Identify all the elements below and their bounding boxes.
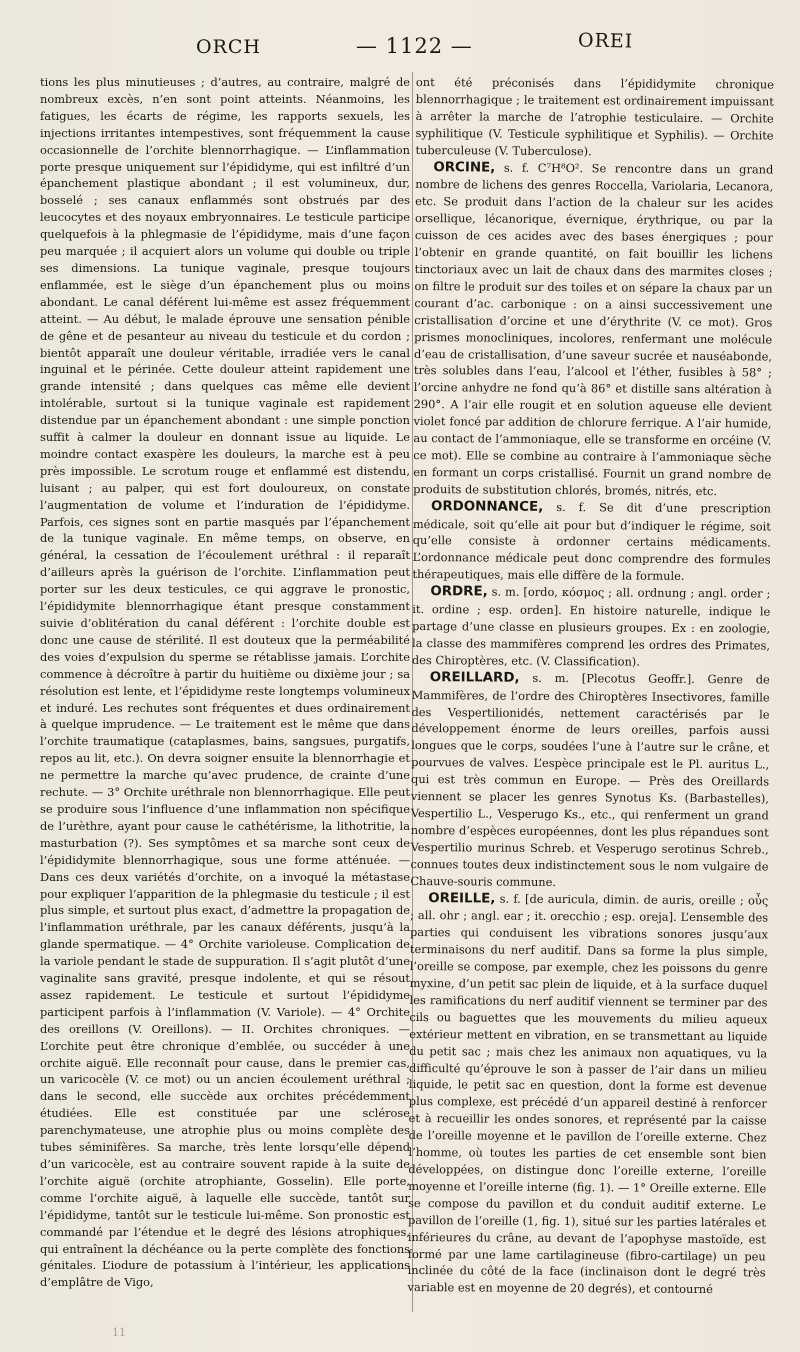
definition-ordonnance: s. f. Se dit d’une prescription médicale, soit qu’elle ait pour but d’indiquer le régime, soit qu’elle consiste à ordonner certains médicaments. L’ordonnance médicale peut donc comprendre des formules thérapeutiques, mais elle diffère de la formule. (412, 499, 772, 584)
definition-oreille: s. f. [de auricula, dimin. de auris, oreille ; οὖς ; all. ohr ; angl. ear ; it. orecchio ; esp. oreja]. L’ensemble des parties qui conduisent les vibrations sonores jusqu’aux terminaisons du nerf auditif. Dans sa forme la plus simple, l’oreille se compose, par exemple, chez les poissons du genre myxine, d’un petit sac plein de liquide, et à la surface duquel les ramifications du nerf auditif viennent se terminer par des cils ou baguettes que les mouvements du milieu aqueux extérieur mettent en vibration, en se transmettant au liquide du petit sac ; mais chez les animaux non aquatiques, vu la difficulté qu’éprouve le son à passer de l’air dans un milieu liquide, le petit sac en question, dont la forme est devenue plus complexe, est précédé d’un appareil destiné à renforcer et à recueillir les ondes sonores, et représenté par la caisse de l’oreille moyenne et le pavillon de l’oreille externe. Chez l’homme, où toutes les parties de cet ensemble sont bien développées, on distingue donc l’oreille externe, l’oreille moyenne et l’oreille interne (fig. 1). — 1° Oreille externe. Elle se compose du pavillon et du conduit auditif externe. Le pavillon de l’oreille (1, fig. 1), situé sur les parties latérales et inférieures du crâne, au devant de l’apophyse mastoïde, est formé par une lame cartilagineuse (fibro-cartilage) un peu inclinée du côté de la face (inclinaison dont le degré très variable est en moyenne de 20 degrés), et contourné (407, 891, 769, 1297)
header-left-guideword: ORCH (196, 36, 261, 58)
footer-page-mark: 11 (112, 1326, 126, 1339)
entry-ordre (412, 583, 771, 671)
definition-oreillard: s. m. [Plecotus Geoffr.]. Genre de Mammifères, de l’ordre des Chiroptères Insectivores, famille des Vespertilionidés, nettement caractérisés par le développement énorme de leurs oreilles, parfois aussi longues que le corps, soudées l’une à l’autre sur le crâne, et pourvues de valves. L’espèce principale est le Pl. auritus L., qui est très commun en Europe. — Près des Oreillards viennent se placer les genres Synotus Ks. (Barbastelles), Vespertilio L., Vesperugo Ks., etc., qui renferment un grand nombre d’espèces européennes, dont les plus répandues sont Vespertilio murinus Schreb. et Vesperugo serotinus Schreb., connues toutes deux indistinctement sous le nom vulgaire de Chauve-souris commune. (410, 670, 770, 889)
header-right-guideword: OREI (577, 29, 634, 53)
headword-oreille: OREILLE, (428, 890, 496, 907)
page-number: — 1122 — (356, 34, 473, 58)
headword-orcine: ORCINE, (433, 159, 496, 176)
running-header (0, 28, 800, 68)
left-column-text: tions les plus minutieuses ; d’autres, au contraire, malgré de nombreux excès, n’en sont point atteints. Néanmoins, les fatigues, les écarts de régime, les rapports sexuels, les injections irritantes intempestives, sont fréquemment la cause occasionnelle de l’orchite blennorrhagique. — L’inflammation porte presque uniquement sur l’épididyme, qui est infiltré d’un épanchement plastique abondant ; il est volumineux, dur, bosselé ; ses canaux enflammés sont obstrués par des leucocytes et des noyaux embryonnaires. Le testicule participe quelquefois à la phlegmasie de l’épididyme, mais d’une façon peu marquée ; il acquiert alors un volume qui double ou triple ses dimensions. La tunique vaginale, presque toujours enflammée, est le siège d’un épanchement plus ou moins abondant. Le canal déférent lui-même est assez fréquemment atteint. — Au début, le malade éprouve une sensation pénible de gêne et de pesanteur au niveau du testicule et du cordon ; bientôt apparaît une douleur véritable, irradiée vers le canal inguinal et le périnée. Cette douleur atteint rapidement une grande intensité ; dans quelques cas même elle devient intolérable, surtout si la tunique vaginale est rapidement distendue par un épanchement abondant : une simple ponction suffit à calmer la douleur en donnant issue au liquide. Le moindre contact exaspère les douleurs, la marche est à peu près impossible. Le scrotum rouge et enflammé est distendu, luisant ; au palper, qui est fort douloureux, on constate l’augmentation de volume et l’induration de l’épididyme. Parfois, ces signes sont en partie masqués par l’épanchement de la tunique vaginale. En même temps, on observe, en général, la cessation de l’écoulement uréthral : il reparaît d’ailleurs après la guérison de l’orchite. L’inflammation peut porter sur les deux testicules, ce qui aggrave le pronostic, l’épididymite blennorrhagique étant presque constamment suivie d’oblitération du canal déférent : l’orchite double est donc une cause de stérilité. Il est douteux que la perméabilité des voies d’expulsion du sperme se rétablisse jamais. L’orchite commence à décroître à partir du huitième ou dixième jour ; sa résolution est lente, et l’épididyme reste longtemps volumineux et induré. Les rechutes sont fréquentes et dues ordinairement à quelque imprudence. — Le traitement est le même que dans l’orchite traumatique (cataplasmes, bains, sangsues, purgatifs, repos au lit, etc.). On devra soigner ensuite la blennorrhagie et ne permettre la marche qu’avec prudence, de crainte d’une rechute. — 3° Orchite uréthrale non blennorrhagique. Elle peut se produire sous l’influence d’une inflammation non spécifique de l’urèthre, ayant pour cause le cathétérisme, la lithotritie, la masturbation (?). Ses symptômes et sa marche sont ceux de l’épididymite blennorrhagique, sous une forme atténuée. — Dans ces deux variétés d’orchite, on a invoqué la métastase pour expliquer l’apparition de la phlegmasie du testicule ; il est plus simple, et surtout plus exact, d’admettre la propagation de l’inflammation uréthrale, par les canaux déférents, jusqu’à la glande spermatique. — 4° Orchite varioleuse. Complication de la variole pendant le stade de suppuration. Il s’agit plutôt d’une vaginalite sans gravité, presque indolente, et qui se résout assez rapidement. Le testicule et surtout l’épididyme participent parfois à l’inflammation (V. Variole). — 4° Orchite des oreillons (V. Oreillons). — II. Orchites chroniques. — L’orchite peut être chronique d’emblée, ou succéder à une orchite aiguë. Elle reconnaît pour cause, dans le premier cas, un varicocèle (V. ce mot) ou un ancien écoulement uréthral ; dans le second, elle succède aux orchites précédemment étudiées. Elle est constituée par une sclérose parenchymateuse, une atrophie plus ou moins complète des tubes séminifères. Sa marche, très lente lorsqu’elle dépend d’un varicocèle, est au contraire souvent rapide à la suite de l’orchite aiguë (orchite atrophiante, Gosselin). Elle porte, comme l’orchite aiguë, à laquelle elle succède, tantôt sur l’épididyme, tantôt sur le testicule lui-même. Son pronostic est commandé par l’étendue et le degré des lésions atrophiques, qui entraînent la déchéance ou la perte complète des fonctions génitales. L’iodure de potassium à l’intérieur, les applications d’emplâtre de Vigo, (40, 75, 410, 1290)
headword-oreillard: OREILLARD, (429, 669, 520, 686)
right-column (407, 74, 774, 1299)
entry-oreille (407, 889, 768, 1298)
definition-ordre: s. m. [ordo, κόσμος ; all. ordnung ; angl. order ; it. ordine ; esp. orden]. En histoire naturelle, indique le partage d’une classe en plusieurs groupes. Ex : en zoologie, la classe des mammifères comprend les ordres des Primates, des Chiroptères, etc. (V. Classification). (411, 584, 771, 669)
definition-orcine: s. f. C⁷H⁸O². Se rencontre dans un grand nombre de lichens des genres Roccella, Variolaria, Lecanora, etc. Se produit dans l’action de la chaleur sur les acides orsellique, lécanorique, évernique, érythrique, ou par la cuisson de ces acides avec des bases énergiques ; pour l’obtenir en grande quantité, on fait bouillir les lichens tinctoriaux avec un lait de chaux dans des marmites closes ; on filtre le produit sur des toiles et on sépare la chaux par un courant d’ac. carbonique : on a ainsi successivement une cristallisation d’orcine et une d’érythrite (V. ce mot). Gros prismes monocliniques, incolores, renfermant une molécule d’eau de cristallisation, d’une saveur sucrée et nauséabonde, très solubles dans l’eau, l’alcool et l’éther, fusibles à 58° ; l’orcine anhydre ne fond qu’à 86° et distille sans altération à 290°. A l’air elle rougit et en solution aqueuse elle devient violet foncé par addition de chlorure ferrique. A l’air humide, au contact de l’ammoniaque, elle se transforme en orcéine (V. ce mot). Elle se combine au contraire à l’ammoniaque sèche en formant un corps cristallisé. Fournit un grand nombre de produits de substitution chlorés, bromés, nitrés, etc. (413, 160, 774, 498)
entry-orcine (413, 159, 773, 501)
headword-ordre: ORDRE, (430, 584, 488, 600)
headword-ordonnance: ORDONNANCE, (430, 498, 544, 515)
left-column (40, 74, 410, 1291)
orchite-continuation: ont été préconisés dans l’épididymite chronique blennorrhagique ; le traitement est ordinairement impuissant à arrêter la marche de l’atrophie testiculaire. — Orchite syphilitique (V. Testicule syphilitique et Syphilis). — Orchite tuberculeuse (V. Tuberculose). (415, 74, 774, 158)
entry-oreillard (410, 669, 770, 892)
entry-ordonnance (412, 498, 771, 586)
